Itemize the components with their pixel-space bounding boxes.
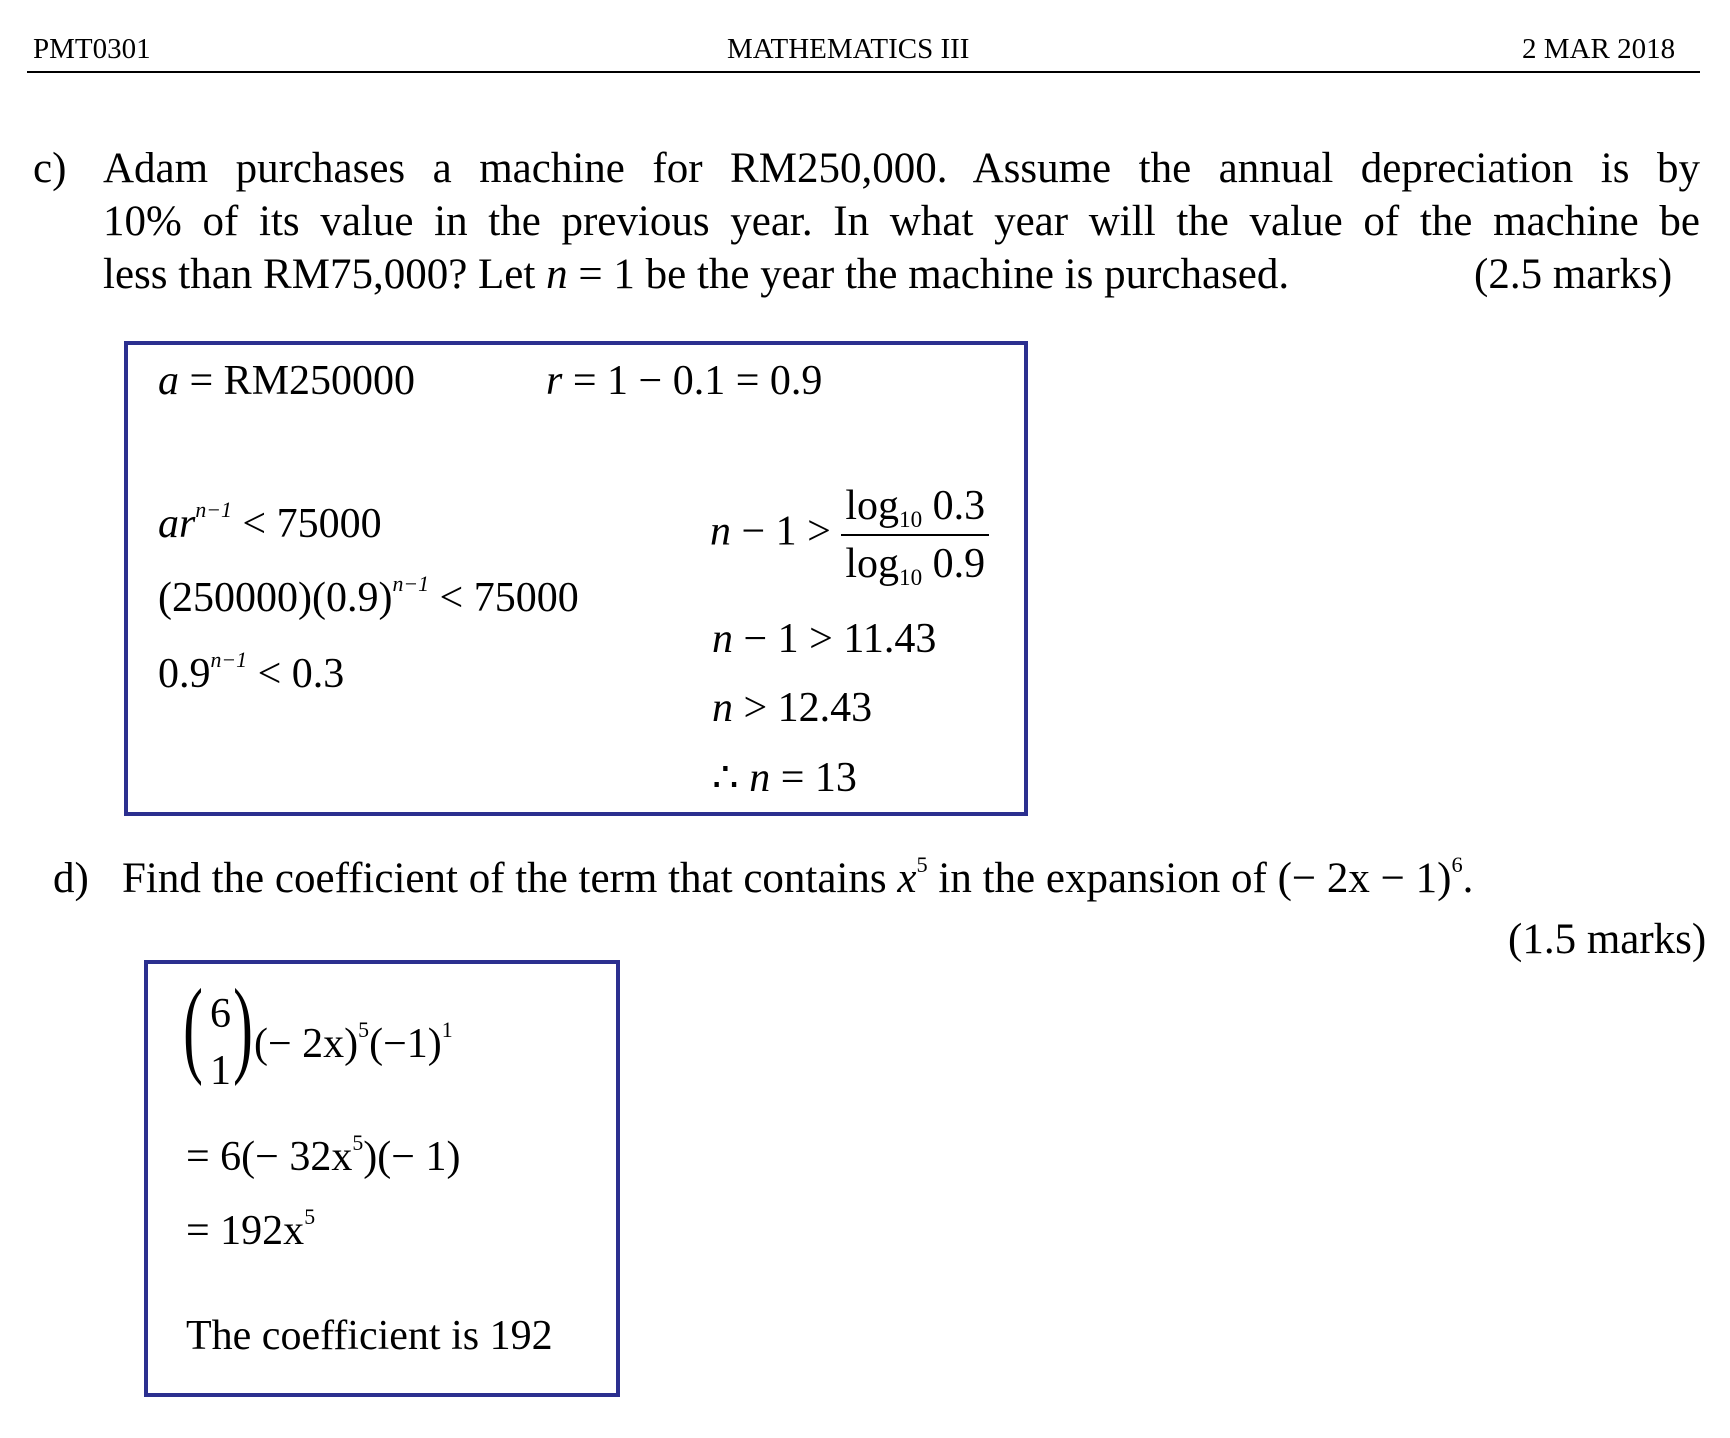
step-3-rhs: < 0.3 xyxy=(247,651,345,697)
solution-c-step-2 xyxy=(158,574,579,622)
solution-c-step-7: ∴ n = 13 xyxy=(712,755,857,801)
expansion-expression: (− 2x − 1) xyxy=(1277,855,1452,902)
solution-d-line-1: (− $2x)^5(-1)^1$ xyxy=(254,1018,453,1067)
solution-d-conclusion: The coefficient is 192 xyxy=(186,1313,553,1359)
solution-c-step-4 xyxy=(710,482,989,591)
solution-c-step-1 xyxy=(158,500,382,548)
question-c-line-1: Adam purchases a machine for RM250,000. Assume the annual depreciation is by xyxy=(103,145,1700,192)
step-3-exp: n−1 xyxy=(210,648,248,673)
question-d-label: d) xyxy=(53,855,89,902)
solution-c-step-3 xyxy=(158,650,344,698)
a-var: a xyxy=(158,358,179,404)
question-c-n-eq: = 1 xyxy=(567,251,635,298)
question-c-n-var: n xyxy=(546,251,568,298)
binomial-bottom: 1 xyxy=(210,1048,231,1094)
question-d-text: Find the coefficient of the term that contains $x^5$ in the expansion of (− 2x − 1)$^6$. xyxy=(122,851,1474,902)
therefore-symbol: ∴ xyxy=(712,755,739,801)
header-rule xyxy=(27,71,1700,73)
step-3-lhs: 0.9 xyxy=(158,651,211,697)
question-c-marks: (2.5 marks) xyxy=(1474,251,1673,298)
solution-c-step-5: n − 1 > 11.43 xyxy=(712,616,937,662)
log-fraction-denominator: $\log_{10} 0.9$ xyxy=(845,541,986,591)
step-1-exp: n−1 xyxy=(195,498,232,523)
r-var: r xyxy=(546,358,563,404)
solution-d-line-3: = $192x^5$ xyxy=(186,1205,316,1254)
term-x: x xyxy=(897,855,917,902)
question-d-marks: (1.5 marks) xyxy=(1508,916,1707,963)
solution-d-line-2: = $6(- 32x^5)(- 1)$ xyxy=(186,1131,461,1180)
solution-c-r-value xyxy=(546,357,822,405)
question-c-line-3-end: be the year the machine is purchased. xyxy=(645,251,1290,298)
step-4-var: n xyxy=(710,508,731,555)
solution-c-step-6: n > 12.43 xyxy=(712,685,873,731)
course-code: PMT0301 xyxy=(33,33,151,65)
solution-c-a-value xyxy=(158,357,415,405)
log-fraction-numerator: $\log_{10} 0.3$ xyxy=(841,482,989,536)
question-c-line-2: 10% of its value in the previous year. In what year will the value of the machine be xyxy=(103,198,1700,245)
step-1-lhs: ar xyxy=(158,501,196,547)
a-val: = RM250000 xyxy=(179,358,416,404)
step-4-lhs: − 1 > xyxy=(731,508,831,555)
step-1-rhs: < 75000 xyxy=(231,501,382,547)
question-c-label: c) xyxy=(33,145,67,192)
step-2-exp: n−1 xyxy=(392,572,430,597)
r-val: = 1 − 0.1 = 0.9 xyxy=(562,358,823,404)
binomial-left-paren: ( xyxy=(183,968,203,1087)
step-2-rhs: < 75000 xyxy=(429,575,579,621)
exam-date: 2 MAR 2018 xyxy=(1522,33,1676,65)
binomial-right-paren: ) xyxy=(233,968,253,1087)
binomial-coefficient xyxy=(183,968,255,1100)
question-c-line-3 xyxy=(103,248,1289,301)
step-2-lhs: (250000)(0.9) xyxy=(158,575,393,621)
subject-title: MATHEMATICS III xyxy=(727,33,970,65)
log-fraction xyxy=(841,482,989,591)
question-c-line-3-start: less than RM75,000? Let xyxy=(103,251,536,298)
binomial-top: 6 xyxy=(210,991,231,1037)
